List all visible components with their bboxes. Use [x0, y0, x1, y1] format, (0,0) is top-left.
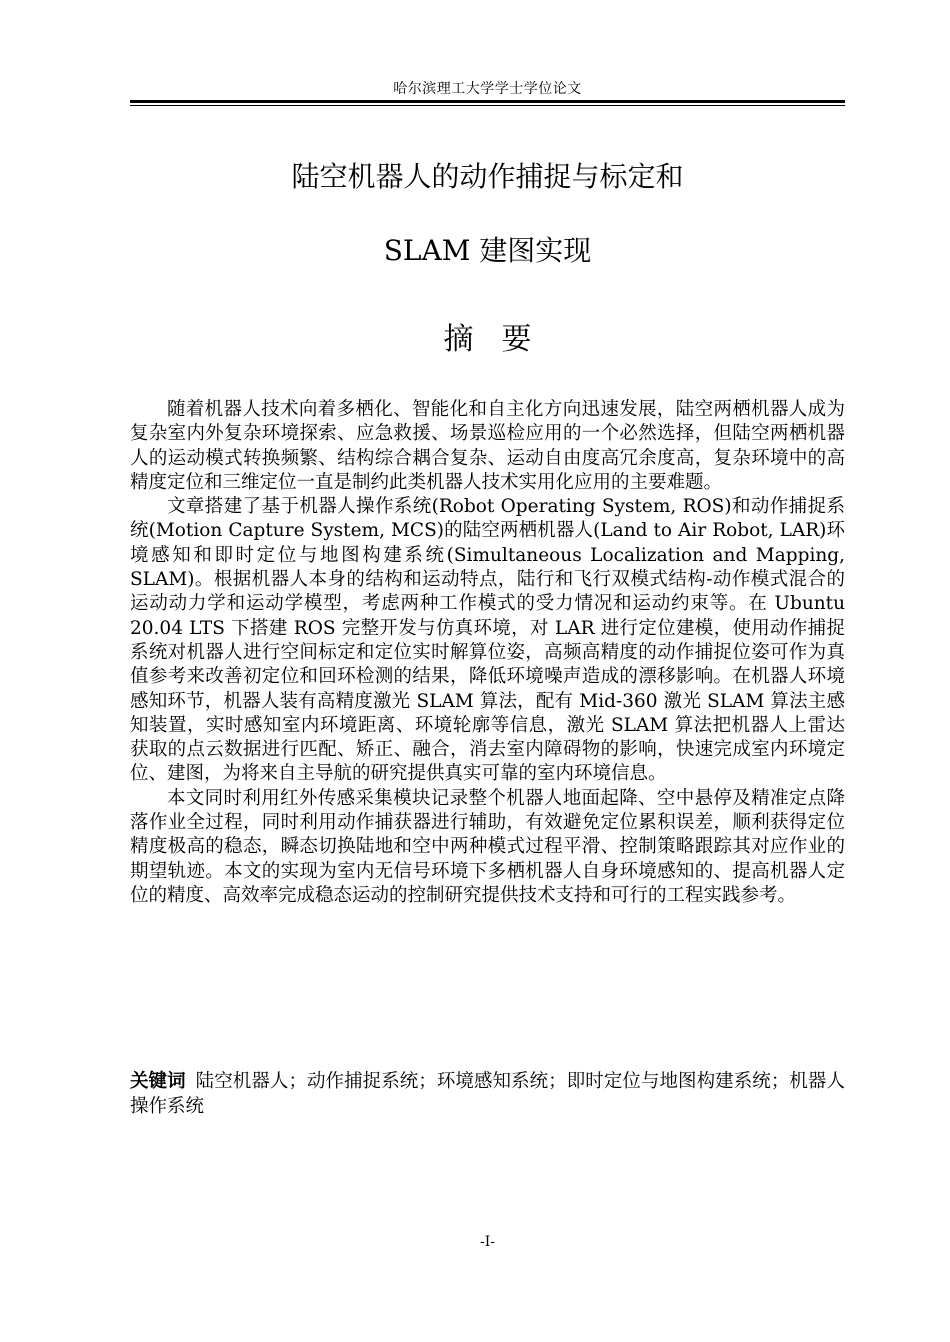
- keywords-text: 陆空机器人；动作捕捉系统；环境感知系统；即时定位与地图构建系统；机器人操作系统: [130, 1071, 845, 1117]
- thesis-title-line-1: 陆空机器人的动作捕捉与标定和: [291, 160, 684, 193]
- abstract-paragraph-3: 本文同时利用红外传感采集模块记录整个机器人地面起降、空中悬停及精准定点降落作业全过程，同时利用动作捕获器进行辅助，有效避免定位累积误差，顺利获得定位精度极高的稳态，瞬态切换陆地和空中两种模式过程平滑、控制策略跟踪其对应作业的期望轨迹。本文的实现为室内无信号环境下多栖机器人自身环境感知的、提高机器人定位的精度、高效率完成稳态运动的控制研究提供技术支持和可行的工程实践参考。: [130, 787, 845, 906]
- abstract-paragraph-1: 随着机器人技术向着多栖化、智能化和自主化方向迅速发展，陆空两栖机器人成为复杂室内外复杂环境探索、应急救援、场景巡检应用的一个必然选择，但陆空两栖机器人的运动模式转换频繁、结构综合耦合复杂、运动自由度高冗余度高，复杂环境中的高精度定位和三维定位一直是制约此类机器人技术实用化应用的主要难题。: [130, 399, 845, 493]
- running-header: 哈尔滨理工大学学士学位论文: [393, 81, 582, 97]
- keywords-block: [130, 1070, 845, 1119]
- thesis-title-line-2: SLAM 建图实现: [383, 234, 592, 267]
- header-rule-thin: [130, 105, 845, 106]
- keywords-label: 关键词: [130, 1071, 186, 1092]
- abstract-paragraph-2: 文章搭建了基于机器人操作系统(Robot Operating System, ROS)和动作捕捉系统(Motion Capture System, MCS)的陆空两栖机器人(Land to Air Robot, LAR)环境感知和即时定位与地图构建系统(Simultaneous Localization and Mapping, SLAM)。根据机器人本身的结构和运动特点，陆行和飞行双模式结构-动作模式混合的运动动力学和运动学模型，考虑两种工作模式的受力情况和运动约束等。在 Ubuntu 20.04 LTS 下搭建 ROS 完整开发与仿真环境，对 LAR 进行定位建模，使用动作捕捉系统对机器人进行空间标定和定位实时解算位姿，高频高精度的动作捕捉位姿可作为真值参考来改善初定位和回环检测的结果，降低环境噪声造成的漂移影响。在机器人环境感知环节，机器人装有高精度激光 SLAM 算法，配有 Mid-360 激光 SLAM 算法主感知装置，实时感知室内环境距离、环境轮廓等信息，激光 SLAM 算法把机器人上雷达获取的点云数据进行匹配、矫正、融合，消去室内障碍物的影响，快速完成室内环境定位、建图，为将来自主导航的研究提供真实可靠的室内环境信息。: [130, 496, 845, 785]
- abstract-heading: 摘要: [443, 322, 560, 357]
- header-rule-thick: [130, 100, 845, 103]
- page-number: -I-: [480, 1234, 495, 1250]
- abstract-body: [130, 398, 845, 908]
